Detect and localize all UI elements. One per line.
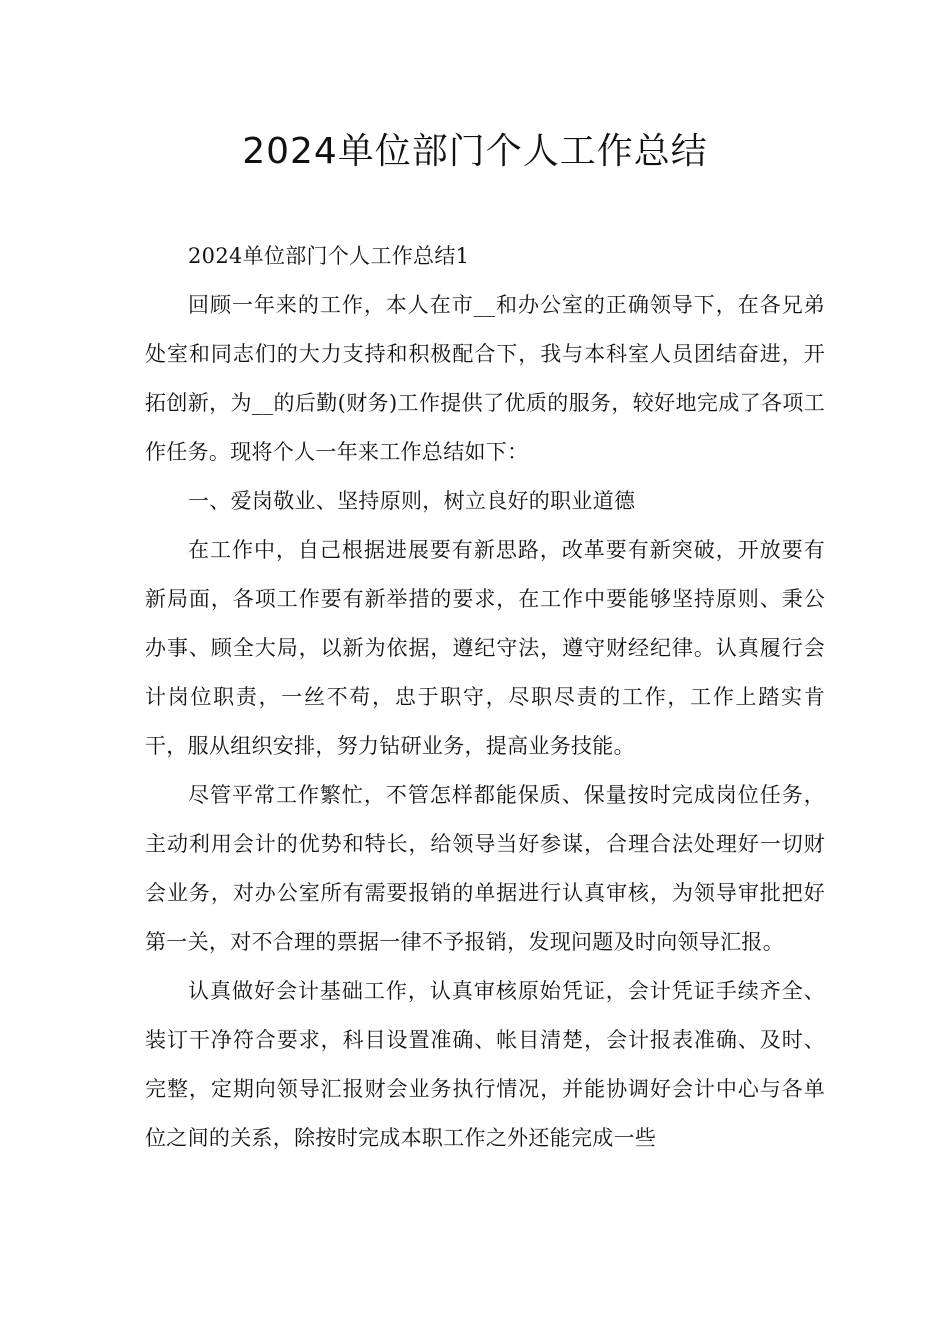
paragraph-intro: 回顾一年来的工作，本人在市__和办公室的正确领导下，在各兄弟处室和同志们的大力支持和积极配合下，我与本科室人员团结奋进，开拓创新，为__的后勤(财务)工作提供了优质的服务，较好地完成了各项工作任务。现将个人一年来工作总结如下： (145, 293, 825, 464)
paragraph-task-completion: 尽管平常工作繁忙，不管怎样都能保质、保量按时完成岗位任务，主动利用会计的优势和特长，给领导当好参谋，合理合法处理好一切财会业务，对办公室所有需要报销的单据进行认真审核，为领导审批把好第一关，对不合理的票据一律不予报销，发现问题及时向领导汇报。 (145, 783, 825, 954)
document-body (145, 232, 825, 1163)
paragraph-work-principles: 在工作中，自己根据进展要有新思路，改革要有新突破，开放要有新局面，各项工作要有新举措的要求，在工作中要能够坚持原则、秉公办事、顾全大局，以新为依据，遵纪守法，遵守财经纪律。认真履行会计岗位职责，一丝不苟，忠于职守，尽职尽责的工作，工作上踏实肯干，服从组织安排，努力钻研业务，提高业务技能。 (145, 538, 825, 758)
paragraph-accounting-basics: 认真做好会计基础工作，认真审核原始凭证，会计凭证手续齐全、装订干净符合要求，科目设置准确、帐目清楚，会计报表准确、及时、完整，定期向领导汇报财会业务执行情况，并能协调好会计中心与各单位之间的关系，除按时完成本职工作之外还能完成一些 (145, 979, 825, 1150)
section-heading: 2024单位部门个人工作总结1 (188, 244, 470, 268)
document-title: 2024单位部门个人工作总结 (242, 131, 708, 172)
subheading-professional-ethics: 一、爱岗敬业、坚持原则，树立良好的职业道德 (188, 489, 636, 513)
